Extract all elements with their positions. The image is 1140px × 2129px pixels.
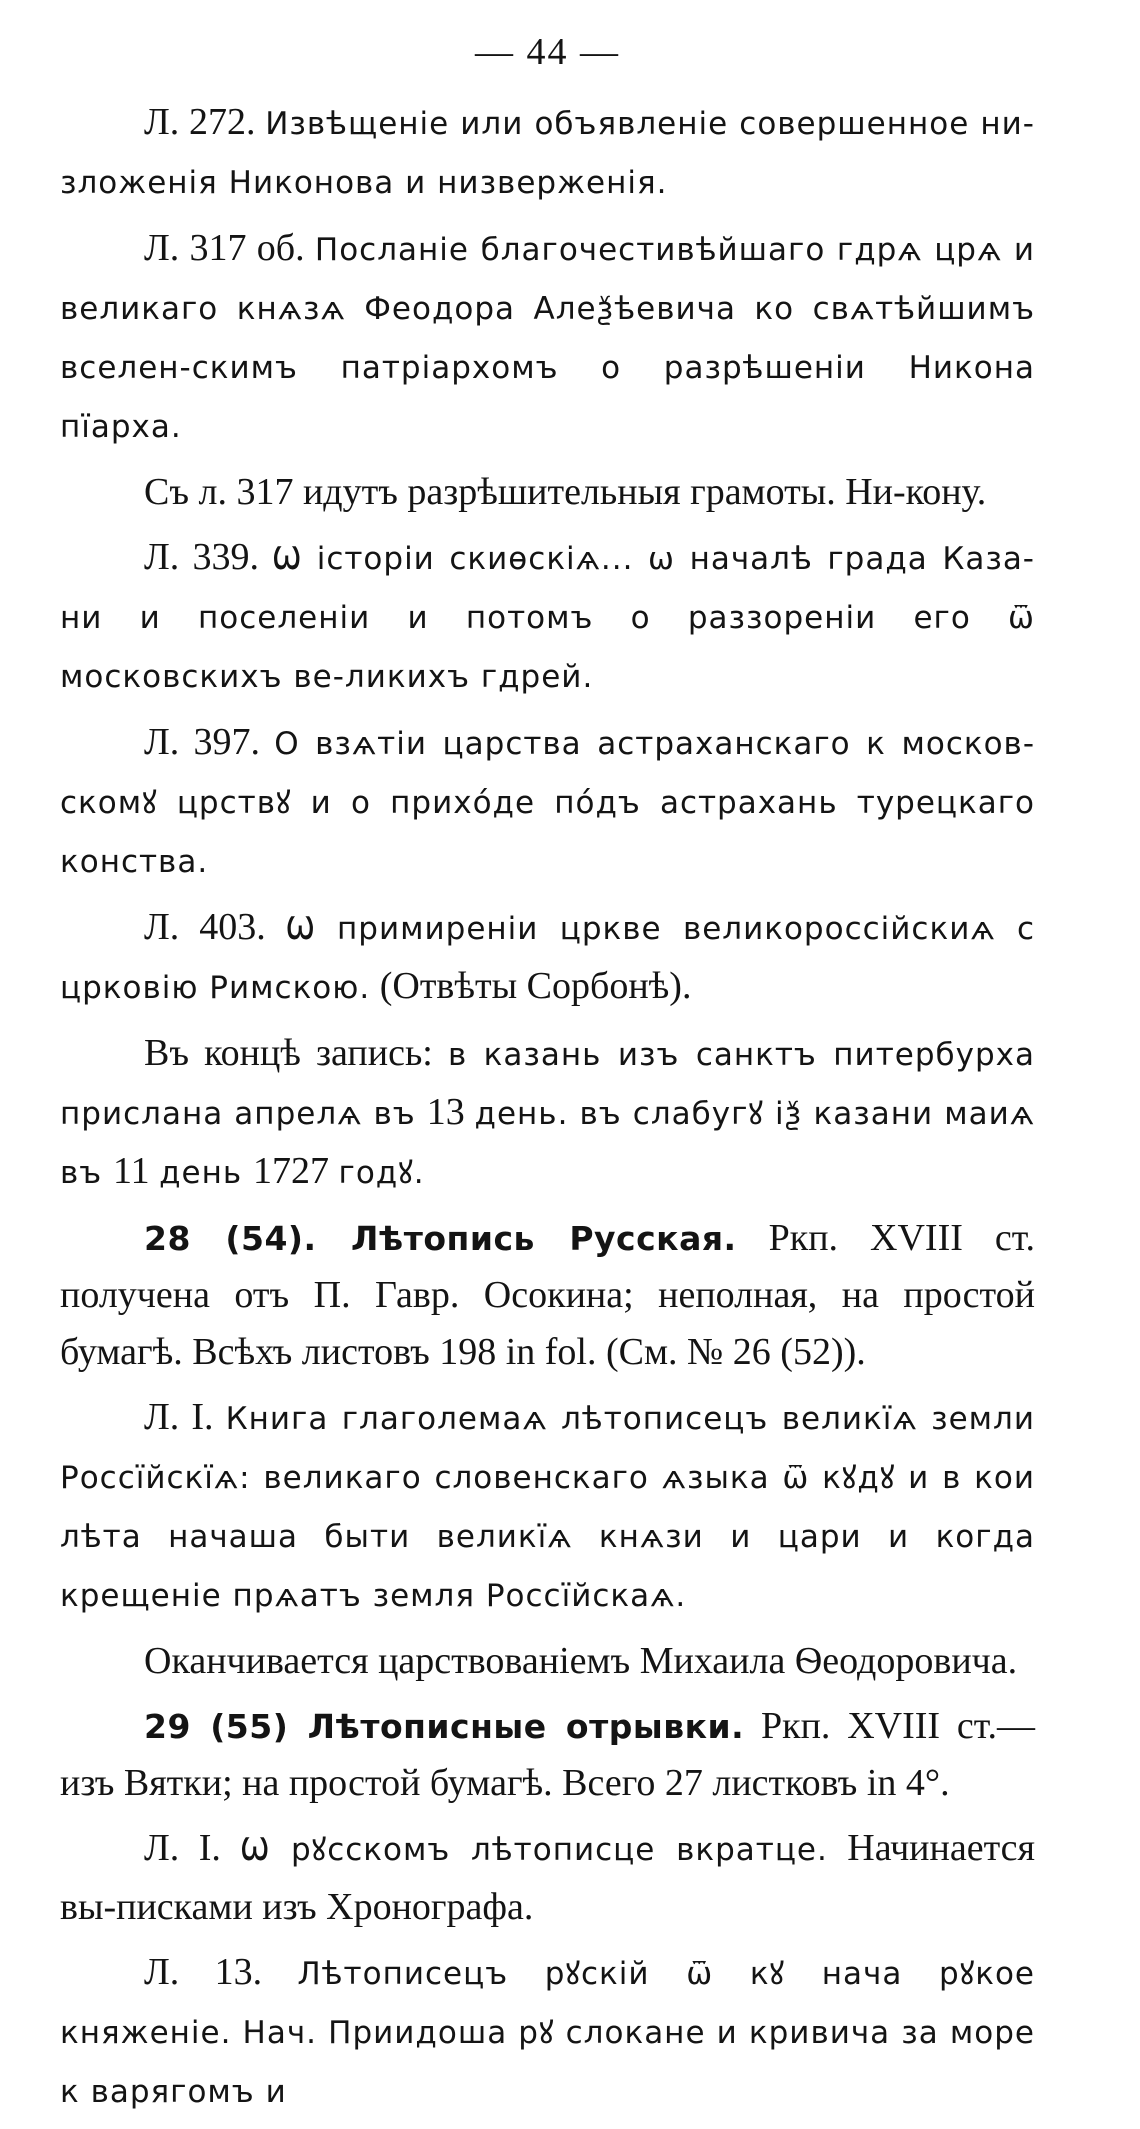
end-record bbox=[60, 1025, 1035, 1202]
folio-ref: Л. 403. bbox=[144, 906, 266, 948]
end-record-part: 11 bbox=[113, 1150, 160, 1192]
page-number: — 44 — bbox=[475, 31, 620, 73]
entry-note: Начинается вы-писками изъ Хронографа. bbox=[60, 1827, 1035, 1928]
entry-text: Посланіе благочестивѣйшаго гдрѧ црѧ и великаго кнѧзѧ Феодора Алеѯѣевича ко свѧтѣйшимъ вселен-скимъ патріархомъ о разрѣшеніи Никона пїарха. bbox=[60, 232, 1036, 445]
end-record-part: 13 bbox=[426, 1091, 475, 1133]
entry-l339 bbox=[60, 529, 1035, 706]
entry-l272 bbox=[60, 94, 1035, 212]
entry-l317 bbox=[60, 220, 1035, 456]
end-record-part: 1727 bbox=[253, 1150, 339, 1192]
folio-ref: Л. 317 об. bbox=[144, 227, 305, 269]
entry-l403 bbox=[60, 899, 1035, 1017]
note-text: Оканчивается царствованіемъ Михаила Ѳеодоровича. bbox=[144, 1640, 1018, 1682]
end-record-part: день bbox=[159, 1155, 254, 1191]
end-record-part: в казань изъ санктъ питербурха прислана апрелѧ въ bbox=[60, 1037, 1035, 1132]
end-record-part: годꙋ. bbox=[338, 1155, 425, 1191]
end-record-part: день. въ слабугꙋ іѯ казани маиѧ въ bbox=[60, 1096, 1036, 1191]
entry-text: Извѣщеніе или объявленіе совершенное ни-зложенія Никонова и низверженія. bbox=[60, 106, 1035, 201]
entry-note: (Отвѣты Сорбонѣ). bbox=[379, 965, 692, 1007]
note-l317 bbox=[60, 464, 1035, 521]
entry-text: Лѣтописецъ рꙋскій ѿ кꙋ нача рꙋкое княженіе. Нач. Приидоша рꙋ слокане и кривича за море к варягомъ и bbox=[60, 1956, 1035, 2110]
entry-29-l1 bbox=[60, 1820, 1035, 1936]
folio-ref: Л. 397. bbox=[144, 721, 260, 763]
entry-l397 bbox=[60, 714, 1035, 891]
entry-text: О взѧтіи царства астраханскаго к москов-скомꙋ црствꙋ и о прихóде пóдъ астрахань турецкаго конства. bbox=[60, 726, 1036, 880]
manuscript-title: 28 (54). Лѣтопись Русская. bbox=[144, 1219, 737, 1258]
entry-text: Ѡ історіи скиѳскіѧ... ѡ началѣ града Каза-ни и поселеніи и потомъ о раззореніи его ѿ московскихъ ве-ликихъ гдрей. bbox=[60, 541, 1035, 695]
entry-text: Книга глаголемаѧ лѣтописецъ великїѧ земли Россїйскїѧ: великаго словенскаго ѧзыка ѿ кꙋдꙋ и в кои лѣта начаша быти великїѧ кнѧзи и цари и когда крещеніе прѧатъ земля Россїйскаѧ. bbox=[60, 1401, 1035, 1614]
folio-ref: Л. 13. bbox=[144, 1951, 263, 1993]
end-record-part: Въ концѣ запись: bbox=[144, 1032, 448, 1074]
entry-28-l1 bbox=[60, 1389, 1035, 1625]
manuscript-29 bbox=[60, 1698, 1035, 1812]
manuscript-description: Ркп. XVIII ст. получена отъ П. Гавр. Осокина; неполная, на простой бумагѣ. Всѣхъ листовъ 198 in fol. (См. № 26 (52)). bbox=[60, 1217, 1035, 1373]
folio-ref: Л. I. bbox=[144, 1396, 214, 1438]
note-28-end bbox=[60, 1633, 1035, 1690]
entry-text: Ѡ рꙋсскомъ лѣтописце вкратце. bbox=[240, 1832, 828, 1868]
folio-ref: Л. I. bbox=[144, 1827, 221, 1869]
manuscript-description: Ркп. XVIII ст.—изъ Вятки; на простой бумагѣ. Всего 27 листковъ in 4°. bbox=[60, 1705, 1035, 1804]
folio-ref: Л. 339. bbox=[144, 536, 259, 578]
entry-29-l13 bbox=[60, 1944, 1035, 2121]
folio-ref: Л. 272. bbox=[144, 101, 256, 143]
document-page bbox=[60, 20, 1035, 2129]
manuscript-28 bbox=[60, 1210, 1035, 1381]
note-text: Съ л. 317 идутъ разрѣшительныя грамоты. Ни-кону. bbox=[144, 471, 987, 513]
manuscript-title: 29 (55) Лѣтописные отрывки. bbox=[144, 1707, 745, 1746]
entry-text: Ѡ примиреніи цркве великороссійскиѧ с црковію Римскою. bbox=[60, 911, 1035, 1006]
